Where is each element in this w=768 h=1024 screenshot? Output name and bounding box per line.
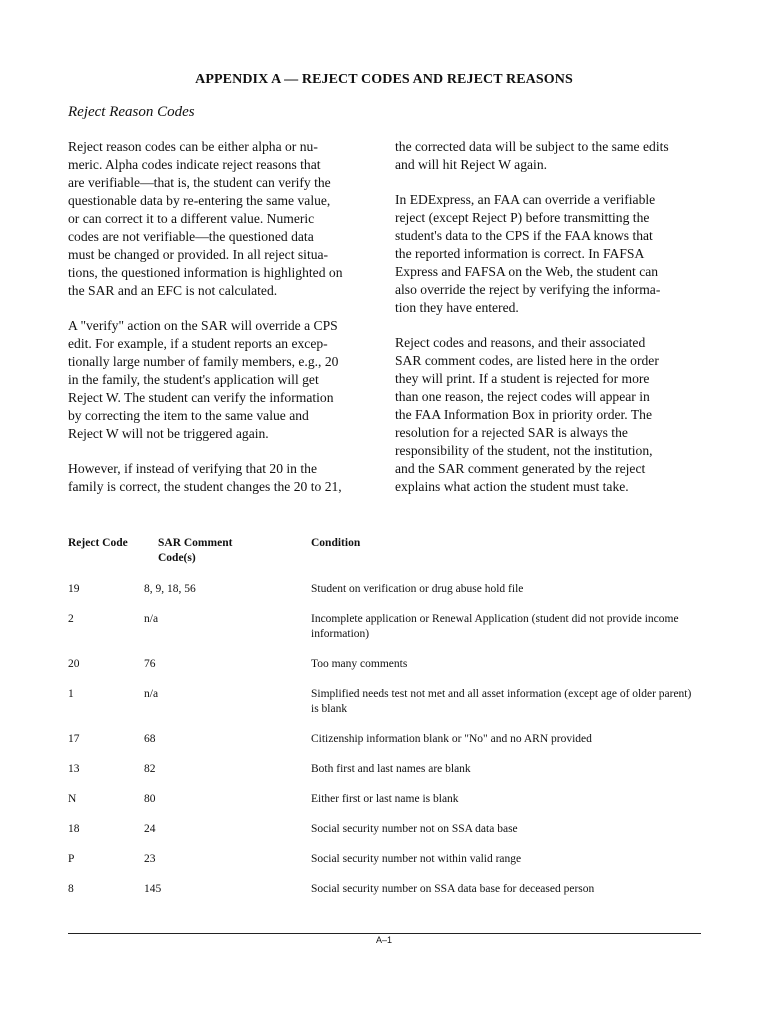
- row-condition: Both first and last names are blank: [311, 763, 471, 775]
- row-sar-codes: 145: [144, 883, 162, 895]
- row-sar-codes: 8, 9, 18, 56: [144, 583, 196, 595]
- row-condition: Citizenship information blank or "No" and no ARN provided: [311, 733, 592, 745]
- row-condition: Social security number not within valid range: [311, 853, 522, 865]
- table-header: [68, 536, 708, 582]
- table-row: [68, 762, 708, 792]
- right-paragraph-2: In EDExpress, an FAA can override a verifiable reject (except Reject P) before transmitting the student's data to the CPS if the FAA knows that the reported information is correct. In FAFSA Express and FAFSA on the Web, the student can also override the reject by verifying the informa- tion they have entered.: [395, 192, 661, 315]
- row-condition: Social security number not on SSA data base: [311, 823, 518, 835]
- right-paragraph-1: the corrected data will be subject to the same edits and will hit Reject W again.: [395, 139, 669, 172]
- row-condition: Social security number on SSA data base for deceased person: [311, 883, 595, 895]
- section-subtitle: Reject Reason Codes: [68, 104, 195, 120]
- reject-codes-table: [68, 536, 708, 912]
- left-column: [68, 138, 368, 513]
- right-column: [395, 138, 695, 513]
- row-condition: Student on verification or drug abuse hold file: [311, 583, 524, 595]
- row-sar-codes: n/a: [144, 613, 159, 625]
- row-sar-codes: 80: [144, 793, 156, 805]
- row-sar-codes: 24: [144, 823, 156, 835]
- table-row: [68, 732, 708, 762]
- row-condition: Incomplete application or Renewal Application (student did not provide income information): [311, 613, 679, 640]
- row-reject-code: 13: [68, 763, 80, 775]
- table-row: [68, 687, 708, 732]
- row-reject-code: 2: [68, 613, 74, 625]
- table-row: [68, 852, 708, 882]
- row-sar-codes: n/a: [144, 688, 159, 700]
- row-reject-code: 20: [68, 658, 80, 670]
- row-reject-code: N: [68, 793, 77, 805]
- row-sar-codes: 68: [144, 733, 156, 745]
- table-row: [68, 882, 708, 912]
- row-reject-code: 1: [68, 688, 74, 700]
- row-sar-codes: 76: [144, 658, 156, 670]
- table-row: [68, 657, 708, 687]
- row-condition: Simplified needs test not met and all asset information (except age of older parent) is blank: [311, 688, 692, 715]
- left-paragraph-2: A "verify" action on the SAR will override a CPS edit. For example, if a student reports an excep- tionally large number of family members, e.g., 20 in the family, the student's application will get Reject W. The student can verify the information by correcting the item to the same value and Reject W will not be triggered again.: [68, 318, 339, 441]
- table-row: [68, 612, 708, 657]
- row-reject-code: 17: [68, 733, 80, 745]
- row-reject-code: 8: [68, 883, 74, 895]
- row-condition: Either first or last name is blank: [311, 793, 459, 805]
- row-reject-code: 19: [68, 583, 80, 595]
- page-title: APPENDIX A — REJECT CODES AND REJECT REASONS: [195, 72, 573, 87]
- right-paragraph-3: Reject codes and reasons, and their associated SAR comment codes, are listed here in the order they will print. If a student is rejected for more than one reason, the reject codes will appear in the FAA Information Box in priority order. The resolution for a rejected SAR is always the responsibility of the student, not the institution, and the SAR comment generated by the reject explains what action the student must take.: [395, 335, 659, 494]
- table-row: [68, 792, 708, 822]
- page-number: A–1: [375, 935, 392, 945]
- row-reject-code: P: [68, 853, 75, 865]
- header-reject-code: Reject Code: [68, 537, 128, 549]
- footer-rule: [68, 933, 701, 934]
- row-condition: Too many comments: [311, 658, 408, 670]
- header-condition: Condition: [311, 537, 361, 549]
- row-sar-codes: 82: [144, 763, 156, 775]
- header-sar-comment: SAR Comment Code(s): [158, 537, 233, 564]
- table-row: [68, 822, 708, 852]
- left-paragraph-1: Reject reason codes can be either alpha or nu- meric. Alpha codes indicate reject reasons that are verifiable—that is, the student can verify the questionable data by re-entering the same value, or can correct it to a different value. Numeric codes are not verifiable—the questioned data must be changed or provided. In all reject situa- tions, the questioned information is highlighted on the SAR and an EFC is not calculated.: [68, 139, 343, 298]
- table-row: [68, 582, 708, 612]
- left-paragraph-3: However, if instead of verifying that 20 in the family is correct, the student changes the 20 to 21,: [68, 461, 342, 494]
- row-sar-codes: 23: [144, 853, 156, 865]
- row-reject-code: 18: [68, 823, 80, 835]
